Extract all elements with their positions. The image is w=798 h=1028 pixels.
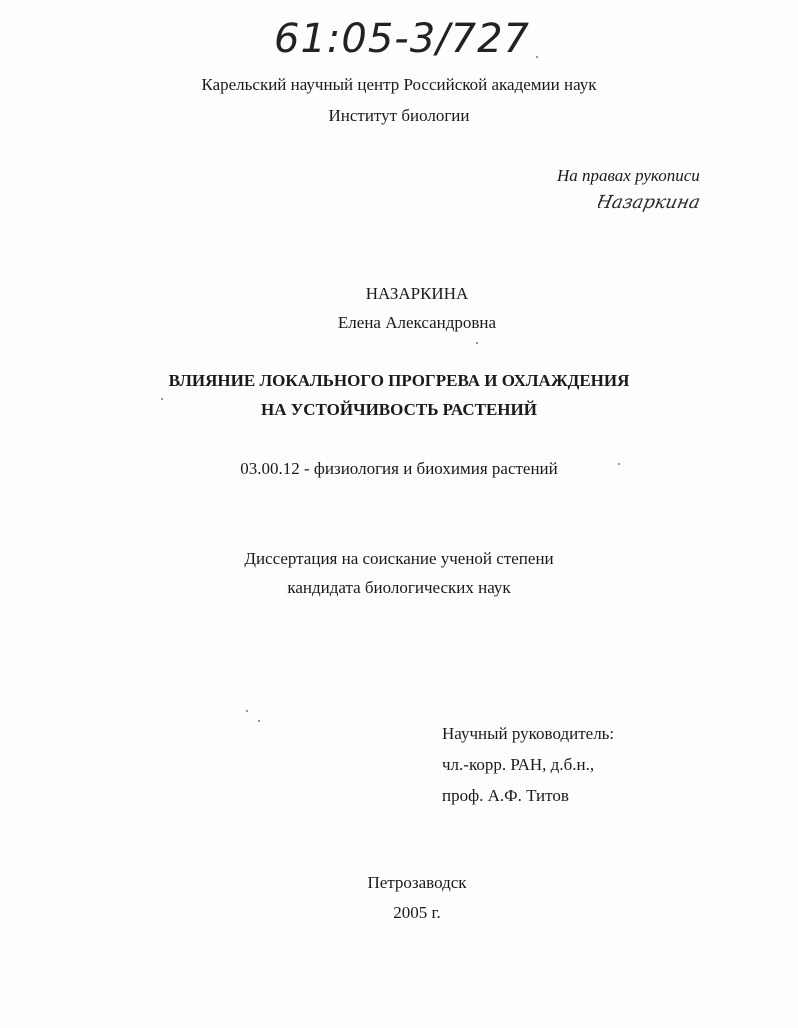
scan-speck xyxy=(246,710,248,712)
degree-line-2: кандидата биологических наук xyxy=(287,578,511,597)
year: 2005 г. xyxy=(393,903,441,922)
signature xyxy=(598,186,708,218)
scan-speck xyxy=(618,463,620,465)
manuscript-rights-label: На правах рукописи xyxy=(557,166,700,185)
specialty: 03.00.12 - физиология и биохимия растений xyxy=(240,459,558,478)
scan-speck xyxy=(536,56,538,58)
archive-code-text: 61:05-3/727 xyxy=(274,16,530,62)
degree-line-1: Диссертация на соискание ученой степени xyxy=(244,549,554,568)
supervisor-label: Научный руководитель: xyxy=(442,724,615,743)
scan-speck xyxy=(161,398,163,400)
supervisor-rank: чл.-корр. РАН, д.б.н., xyxy=(442,755,595,774)
signature-text: Назаркина xyxy=(598,192,703,213)
city: Петрозаводск xyxy=(367,873,467,892)
title-line-2: НА УСТОЙЧИВОСТЬ РАСТЕНИЙ xyxy=(261,400,537,419)
title-line-1: ВЛИЯНИЕ ЛОКАЛЬНОГО ПРОГРЕВА И ОХЛАЖДЕНИЯ xyxy=(168,371,630,390)
author-surname: НАЗАРКИНА xyxy=(365,284,469,303)
author-given-names: Елена Александровна xyxy=(337,313,497,332)
institution-name: Карельский научный центр Российской академии наук xyxy=(201,75,597,94)
archive-code-handwritten xyxy=(272,8,530,64)
supervisor-name: проф. А.Ф. Титов xyxy=(442,786,569,805)
scan-speck xyxy=(258,720,260,722)
institute-name: Институт биологии xyxy=(328,106,470,125)
scan-speck xyxy=(476,342,478,344)
